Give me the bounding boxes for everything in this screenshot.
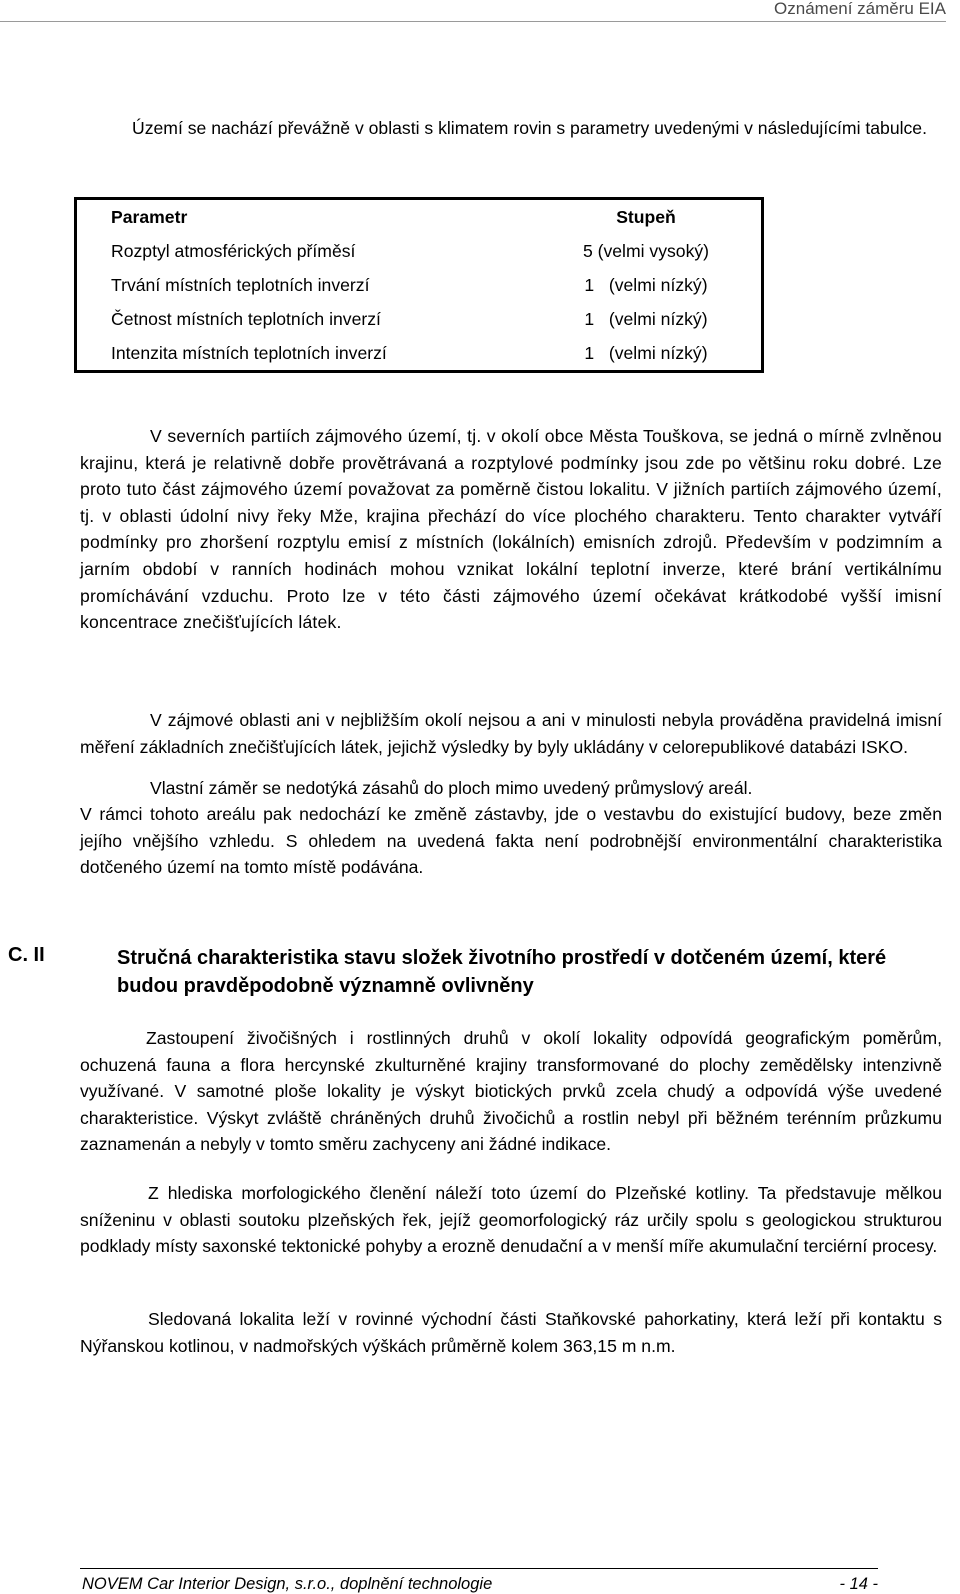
table-cell: Trvání místních teplotních inverzí: [111, 275, 370, 295]
table-cell: Četnost místních teplotních inverzí: [111, 309, 381, 329]
section-title: Stručná charakteristika stavu složek životního prostředí v dotčeném území, které budou pravděpodobně významně ovlivněny: [117, 947, 887, 997]
table-cell: Rozptyl atmosférických příměsí: [111, 241, 356, 261]
table-row: [76, 268, 763, 302]
locality-paragraph: [80, 1306, 942, 1359]
intro-text: Území se nachází převážně v oblasti s klimatem rovin s parametry uvedenými v následujícími tabulce.: [132, 118, 927, 138]
project-paragraph: [80, 775, 942, 802]
table-header-row: [76, 199, 763, 235]
table-cell: 1 (velmi nízký): [584, 343, 708, 363]
intro-paragraph: [80, 115, 942, 142]
table-row: [76, 234, 763, 268]
fauna-text: Zastoupení živočišných i rostlinných druhů v okolí lokality odpovídá geografickým poměrům, ochuzená fauna a flora hercynské zkulturněné krajiny transformované do plochy zemědělsky intenzivně využívané. V samotné ploše lokality je výskyt biotických prvků zcela chudý a odpovídá výše uvedené charakteristice. Výskyt zvláště chráněných druhů živočichů a rostlin nebyl při běžném terénním průzkumu zaznamenán a nebyly v tomto směru zachyceny ani žádné indikace.: [80, 1028, 942, 1155]
section-number: C. II: [8, 944, 45, 966]
measurement-paragraph: [80, 707, 942, 760]
page-header: [0, 0, 946, 22]
morphology-paragraph: [80, 1180, 942, 1260]
table-header-cell: Parametr: [111, 207, 188, 227]
table-cell: 1 (velmi nízký): [584, 309, 708, 329]
header-title: Oznámení záměru EIA: [774, 0, 946, 18]
areal-paragraph: [80, 801, 942, 881]
parameter-table: [74, 197, 764, 373]
footer-company: NOVEM Car Interior Design, s.r.o., doplnění technologie: [82, 1575, 493, 1593]
table-cell: 1 (velmi nízký): [584, 275, 708, 295]
climate-paragraph: [80, 423, 942, 636]
table-header-cell: Stupeň: [616, 207, 676, 227]
page-footer: [80, 1568, 878, 1593]
locality-text: Sledovaná lokalita leží v rovinné východní části Staňkovské pahorkatiny, která leží při kontaktu s Nýřanskou kotlinou, v nadmořských výškách průměrně kolem 363,15 m n.m.: [80, 1309, 942, 1356]
fauna-paragraph: [80, 1025, 942, 1158]
project-text: Vlastní záměr se nedotýká zásahů do ploch mimo uvedený průmyslový areál.: [150, 778, 753, 798]
areal-text: V rámci tohoto areálu pak nedochází ke změně zástavby, jde o vestavbu do existující budovy, beze změn jejího vnějšího vzhledu. S ohledem na uvedená fakta není podrobnější environmentální charakteristika dotčeného území na tomto místě podávána.: [80, 804, 942, 878]
climate-text: V severních partiích zájmového území, tj. v okolí obce Města Touškova, se jedná o mírně zvlněnou krajinu, která je relativně dobře provětrávaná a rozptylové podmínky jsou zde po většinu roku dobré. Lze proto tuto část zájmového území považovat za poměrně čistou lokalitu. V jižních partiích zájmového území, tj. v oblasti údolní nivy řeky Mže, krajina přechází do více plochého charakteru. Tento charakter vytváří podmínky pro zhoršení rozptylu emisí z místních (lokálních) emisních zdrojů. Především v podzimním a jarním období v ranních hodinách mohou vznikat lokální teplotní inverze, které brání vertikálnímu promíchávání vzduchu. Proto lze v této části zájmového území očekávat krátkodobé vyšší imisní koncentrace znečišťujících látek.: [80, 426, 942, 633]
morphology-text: Z hlediska morfologického členění náleží toto území do Plzeňské kotliny. Ta představuje mělkou sníženinu v oblasti soutoku plzeňských řek, jejíž geomorfologický ráz určily spolu s geologickou strukturou podklady místy saxonské tektonické pohyby a erozně denudační a v menší míře akumulační terciérní procesy.: [80, 1183, 942, 1257]
page-number: - 14 -: [839, 1575, 878, 1593]
table-cell: Intenzita místních teplotních inverzí: [111, 343, 387, 363]
table-cell: 5 (velmi vysoký): [582, 241, 710, 261]
table-row: [76, 302, 763, 336]
table-row: [76, 336, 763, 372]
measurement-text: V zájmové oblasti ani v nejbližším okolí nejsou a ani v minulosti nebyla prováděna pravidelná imisní měření základních znečišťujících látek, jejichž výsledky by byly ukládány v celorepublikové databázi ISKO.: [80, 710, 942, 757]
